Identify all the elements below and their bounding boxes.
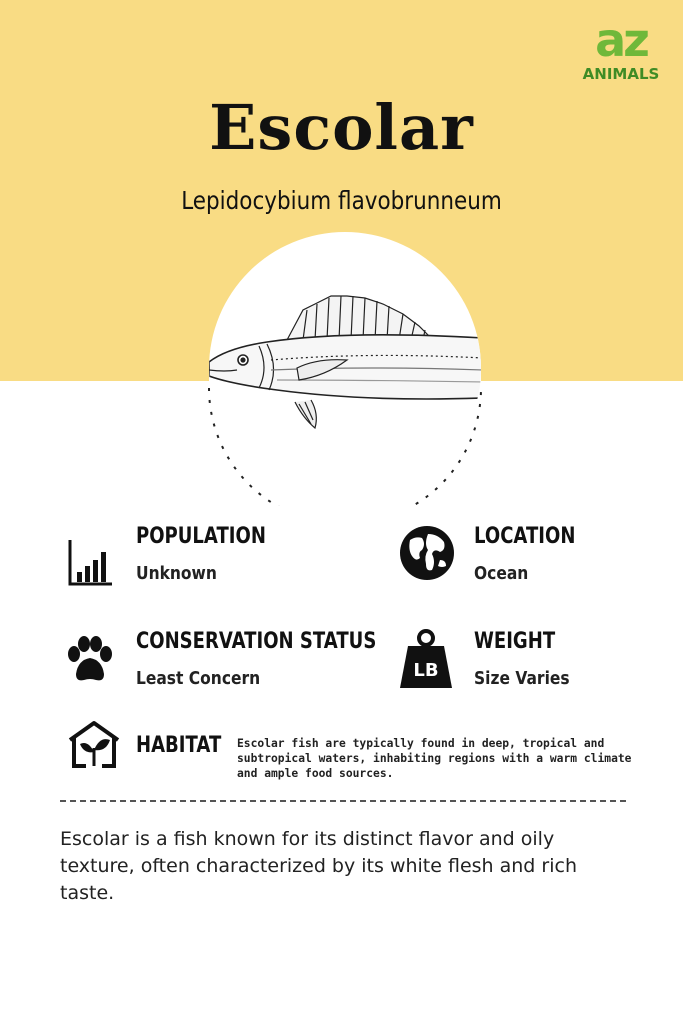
az-animals-logo[interactable] [578, 13, 664, 86]
weight-icon [398, 628, 454, 690]
scientific-name: Lepidocybium flavobrunneum [181, 186, 502, 215]
divider [60, 800, 626, 802]
habitat-text: Escolar fish are typically found in deep, tropical and subtropical waters, inhabiting regions with a warm climate and ample food sources. [237, 737, 632, 780]
page-title: Escolar [209, 91, 474, 164]
fish-illustration-svg [207, 230, 483, 506]
fish-illustration [207, 230, 483, 506]
habitat-label: HABITAT [136, 733, 222, 758]
population-label: POPULATION [136, 524, 266, 549]
weight-value: Size Varies [474, 668, 570, 689]
logo-mark: az [595, 13, 647, 67]
bar-chart-icon [68, 538, 114, 586]
globe-icon [398, 524, 456, 582]
location-label: LOCATION [474, 524, 576, 549]
conservation-value: Least Concern [136, 668, 261, 689]
logo-word: ANIMALS [582, 65, 660, 83]
paw-icon [64, 636, 114, 684]
location-value: Ocean [474, 563, 529, 584]
conservation-label: CONSERVATION STATUS [136, 629, 377, 654]
description: Escolar is a fish known for its distinct flavor and oily texture, often characterized by its white flesh and rich taste. [60, 828, 577, 904]
population-value: Unknown [136, 563, 217, 584]
house-plant-icon [66, 720, 122, 768]
weight-icon-text: LB [413, 660, 439, 681]
weight-label: WEIGHT [474, 629, 556, 654]
